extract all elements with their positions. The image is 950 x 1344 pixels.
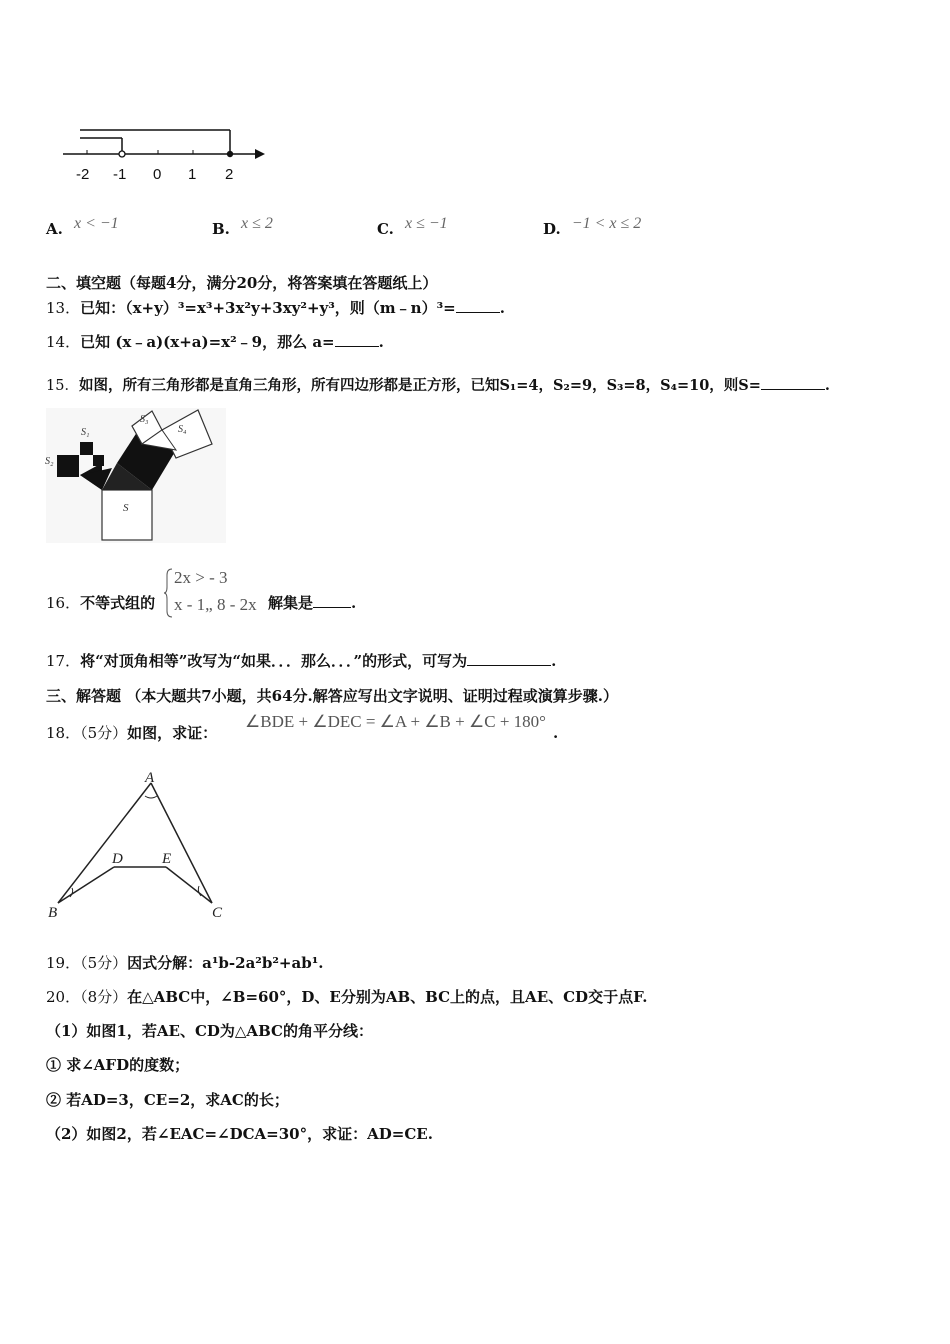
answer-blank[interactable] xyxy=(761,375,825,390)
question-14: 14．已知 (x﹣a)(x+a)=x²﹣9，那么 a= . xyxy=(46,333,384,351)
s3-label: S₃ xyxy=(140,414,149,425)
vertex-d-label: D xyxy=(112,851,123,867)
vertex-c-label: C xyxy=(212,905,223,921)
question-16-suffix: 解集是 . xyxy=(268,594,357,612)
q20-part2: （2）如图2，若∠EAC=∠DCA=30°，求证：AD=CE. xyxy=(46,1125,433,1143)
question-19: 19．（5分）因式分解：a¹b-2a²b²+ab¹. xyxy=(46,954,324,972)
q20-part1b: ② 若AD=3，CE=2，求AC的长； xyxy=(46,1091,289,1109)
q20-part1: （1）如图1，若AE、CD为△ABC的角平分线： xyxy=(46,1022,373,1040)
q20-part1a: ① 求∠AFD的度数； xyxy=(46,1056,190,1074)
tick-label: 1 xyxy=(188,166,197,183)
option-d[interactable]: D. −1 < x ≤ 2 xyxy=(543,215,642,238)
question-20: 20．（8分）在△ABC中，∠B=60°，D、E分别为AB、BC上的点，且AE、CD交于点F. xyxy=(46,988,648,1006)
option-a[interactable]: A. x < −1 xyxy=(46,215,119,238)
question-16-prefix: 16．不等式组的 xyxy=(46,594,156,612)
tick-label: -2 xyxy=(76,166,90,183)
s4-label: S₄ xyxy=(178,424,187,435)
option-c[interactable]: C. x ≤ −1 xyxy=(377,215,448,238)
vertex-e-label: E xyxy=(162,851,172,867)
answer-blank[interactable] xyxy=(313,593,351,608)
question-13: 13．已知：（x+y）³=x³+3x²y+3xy²+y³，则（m﹣n）³= . xyxy=(46,299,505,317)
s1-label: S₁ xyxy=(81,427,90,438)
tick-label: 0 xyxy=(153,166,162,183)
triangle-figure xyxy=(46,770,236,920)
option-b[interactable]: B. x ≤ 2 xyxy=(212,215,273,238)
q18-period: . xyxy=(553,724,559,742)
question-15: 15．如图，所有三角形都是直角三角形，所有四边形都是正方形，已知S₁=4，S₂=9，S₃=8，S₄=10，则S= . xyxy=(46,377,830,394)
vertex-b-label: B xyxy=(48,905,58,921)
brace-icon xyxy=(164,567,174,619)
answer-blank[interactable] xyxy=(456,298,500,313)
vertex-a-label: A xyxy=(145,770,155,786)
tick-label: -1 xyxy=(113,166,127,183)
answer-blank[interactable] xyxy=(335,332,379,347)
q18-formula: ∠BDE + ∠DEC = ∠A + ∠B + ∠C + 180° xyxy=(245,712,546,731)
section-title: 二、填空题（每题4分，满分20分，将答案填在答题纸上） xyxy=(46,274,438,292)
s2-label: S₂ xyxy=(45,456,54,467)
tick-label: 2 xyxy=(225,166,234,183)
section-title: 三、解答题 （本大题共7小题，共64分.解答应写出文字说明、证明过程或演算步骤.） xyxy=(46,687,618,705)
squares-figure xyxy=(46,408,226,543)
answer-blank[interactable] xyxy=(467,651,551,666)
system-line-2: x - 1„ 8 - 2x xyxy=(174,595,257,614)
s-label: S xyxy=(123,502,129,514)
question-17: 17．将“对顶角相等”改写为“如果．．．那么．．．”的形式，可写为 . xyxy=(46,652,557,670)
question-18: 18．（5分）如图，求证： xyxy=(46,724,218,742)
system-line-1: 2x > - 3 xyxy=(174,568,228,587)
